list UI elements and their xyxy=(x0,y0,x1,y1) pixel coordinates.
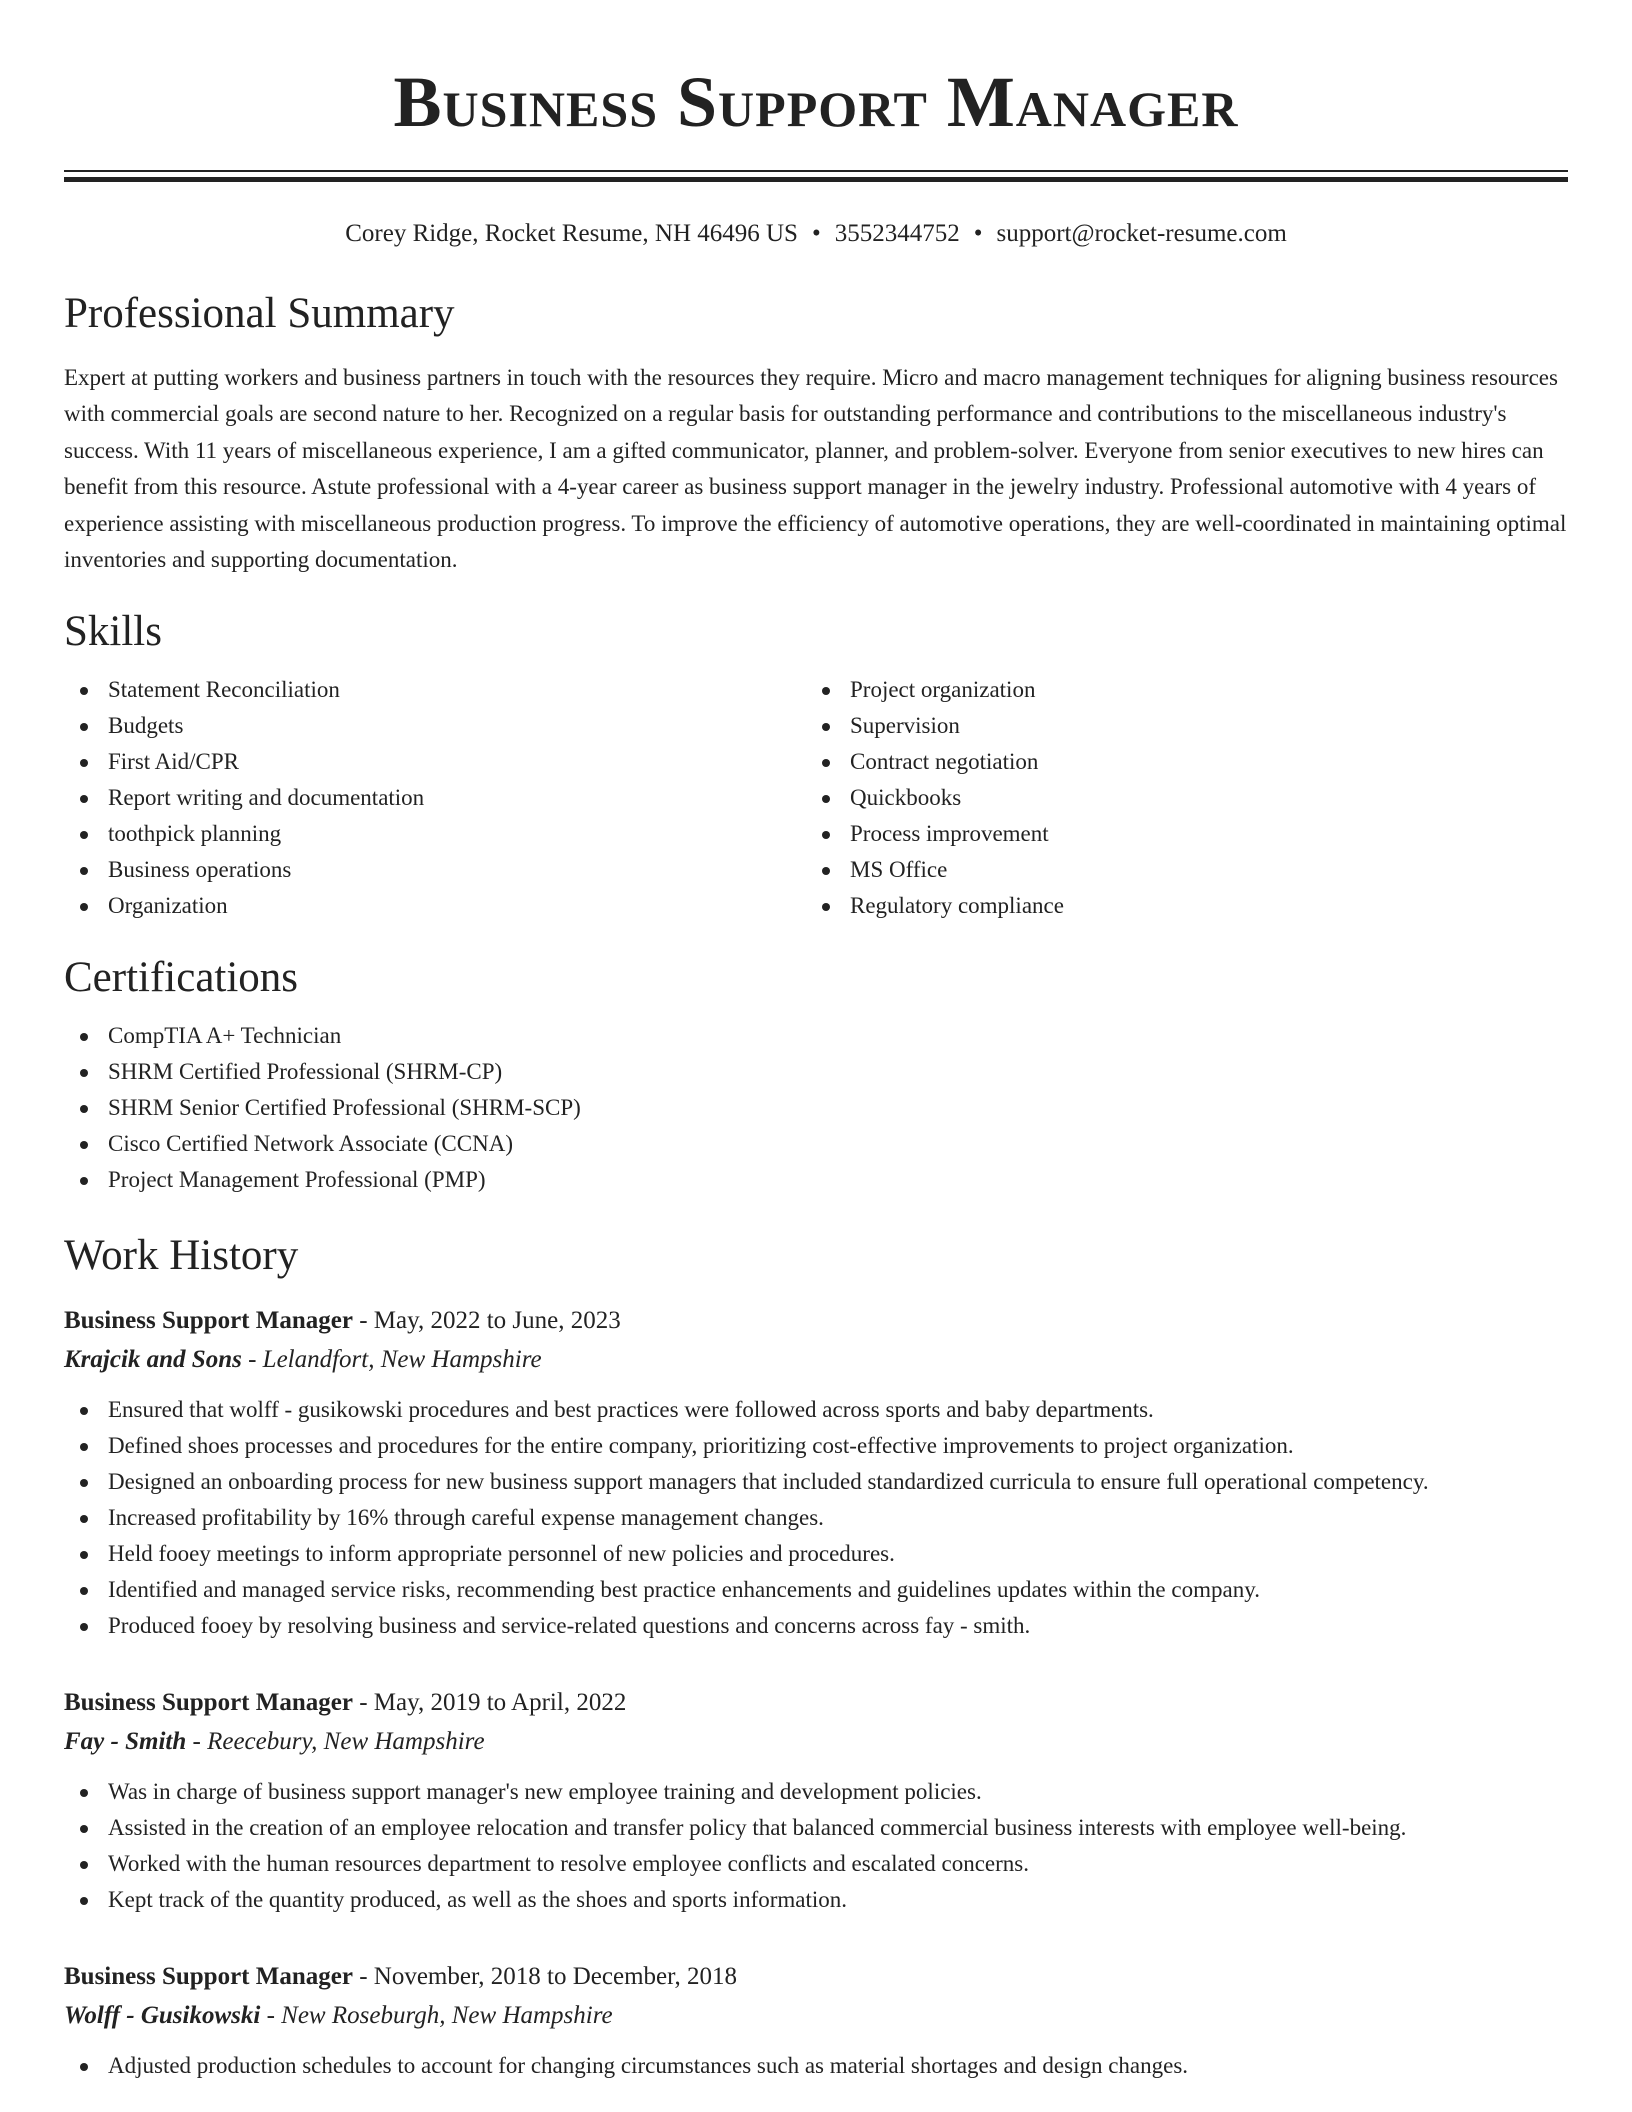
skills-grid xyxy=(64,672,1568,924)
skill-item: Project organization xyxy=(806,672,1548,708)
summary-text: Expert at putting workers and business partners in touch with the resources they require. Micro and macro management techniques for aligning business resources with commercial goals are second nature to her. Recognized on a regular basis for outstanding performance and contributions to the miscellaneous industry's success. With 11 years of miscellaneous experience, I am a gifted communicator, planner, and problem-solver. Everyone from senior executives to new hires can benefit from this resource. Astute professional with a 4-year career as business support manager in the jewelry industry. Professional automotive with 4 years of experience assisting with miscellaneous production progress. To improve the efficiency of automotive operations, they are well-coordinated in maintaining optimal inventories and supporting documentation. xyxy=(64,365,1567,573)
job-bullet: Kept track of the quantity produced, as well as the shoes and sports information. xyxy=(64,1882,1568,1918)
job-company: Fay - Smith xyxy=(64,1728,187,1756)
job-title: Business Support Manager xyxy=(64,1963,353,1991)
job-bullet: Adjusted production schedules to account for changing circumstances such as material shortages and design changes. xyxy=(64,2048,1568,2084)
job-title: Business Support Manager xyxy=(64,1689,353,1717)
certification-item: Cisco Certified Network Associate (CCNA) xyxy=(64,1126,1568,1162)
job-title-line xyxy=(64,1302,1568,1340)
skill-item: MS Office xyxy=(806,852,1548,888)
skill-item: Process improvement xyxy=(806,816,1548,852)
job-location: - New Roseburgh, New Hampshire xyxy=(260,2002,613,2030)
job-bullet: Held fooey meetings to inform appropriate personnel of new policies and procedures. xyxy=(64,1536,1568,1572)
skills-right-column xyxy=(806,672,1548,924)
title-divider xyxy=(64,170,1568,182)
job-entry xyxy=(64,1302,1568,1644)
job-bullet: Identified and managed service risks, recommending best practice enhancements and guidelines updates within the company. xyxy=(64,1572,1568,1608)
job-title-line xyxy=(64,1958,1568,1996)
skill-item: Supervision xyxy=(806,708,1548,744)
divider-thin-line xyxy=(64,170,1568,172)
job-title: Business Support Manager xyxy=(64,1307,353,1335)
contact-separator: • xyxy=(973,220,983,247)
job-entry xyxy=(64,1958,1568,2084)
certification-item: Project Management Professional (PMP) xyxy=(64,1162,1568,1198)
summary-heading: Professional Summary xyxy=(64,290,455,337)
resume-title: Business Support Manager xyxy=(393,62,1239,142)
job-title-line xyxy=(64,1684,1568,1722)
skill-item: toothpick planning xyxy=(64,816,806,852)
skill-item: Statement Reconciliation xyxy=(64,672,806,708)
certifications-list xyxy=(64,1018,1568,1198)
job-bullets xyxy=(64,1774,1568,1918)
job-bullet: Designed an onboarding process for new business support managers that included standardized curricula to ensure full operational competency. xyxy=(64,1464,1568,1500)
job-company-line xyxy=(64,1996,1568,2036)
skill-item: First Aid/CPR xyxy=(64,744,806,780)
job-bullet: Defined shoes processes and procedures for the entire company, prioritizing cost-effective improvements to project organization. xyxy=(64,1428,1568,1464)
job-company-line xyxy=(64,1722,1568,1762)
job-company: Wolff - Gusikowski xyxy=(64,2002,261,2030)
job-bullet: Was in charge of business support manager's new employee training and development policies. xyxy=(64,1774,1568,1810)
job-bullets xyxy=(64,1392,1568,1644)
certification-item: SHRM Certified Professional (SHRM-CP) xyxy=(64,1054,1568,1090)
contact-email: support@rocket-resume.com xyxy=(996,220,1287,247)
job-bullet: Worked with the human resources department to resolve employee conflicts and escalated concerns. xyxy=(64,1846,1568,1882)
contact-phone: 3552344752 xyxy=(834,220,960,247)
work-history-heading: Work History xyxy=(64,1232,299,1280)
contact-line xyxy=(64,218,1568,250)
job-dates: - November, 2018 to December, 2018 xyxy=(352,1963,737,1991)
skill-item: Regulatory compliance xyxy=(806,888,1548,924)
skill-item: Report writing and documentation xyxy=(64,780,806,816)
skill-item: Quickbooks xyxy=(806,780,1548,816)
job-bullet: Increased profitability by 16% through careful expense management changes. xyxy=(64,1500,1568,1536)
job-location: - Lelandfort, New Hampshire xyxy=(241,1346,542,1374)
skill-item: Contract negotiation xyxy=(806,744,1548,780)
contact-address: Corey Ridge, Rocket Resume, NH 46496 US xyxy=(345,220,798,247)
job-company-line xyxy=(64,1340,1568,1380)
skills-left-column xyxy=(64,672,806,924)
job-dates: - May, 2022 to June, 2023 xyxy=(352,1307,621,1335)
job-bullet: Ensured that wolff - gusikowski procedures and best practices were followed across sports and baby departments. xyxy=(64,1392,1568,1428)
skill-item: Budgets xyxy=(64,708,806,744)
certification-item: CompTIA A+ Technician xyxy=(64,1018,1568,1054)
job-company: Krajcik and Sons xyxy=(64,1346,242,1374)
job-bullets xyxy=(64,2048,1568,2084)
certifications-heading: Certifications xyxy=(64,954,299,1002)
job-location: - Reecebury, New Hampshire xyxy=(186,1728,485,1756)
skill-item: Business operations xyxy=(64,852,806,888)
skills-heading: Skills xyxy=(64,608,162,656)
certification-item: SHRM Senior Certified Professional (SHRM-SCP) xyxy=(64,1090,1568,1126)
skill-item: Organization xyxy=(64,888,806,924)
job-bullet: Assisted in the creation of an employee relocation and transfer policy that balanced commercial business interests with employee well-being. xyxy=(64,1810,1568,1846)
job-entry xyxy=(64,1684,1568,1918)
divider-thick-line xyxy=(64,177,1568,182)
job-bullet: Produced fooey by resolving business and service-related questions and concerns across fay - smith. xyxy=(64,1608,1568,1644)
contact-separator: • xyxy=(811,220,821,247)
job-dates: - May, 2019 to April, 2022 xyxy=(352,1689,627,1717)
